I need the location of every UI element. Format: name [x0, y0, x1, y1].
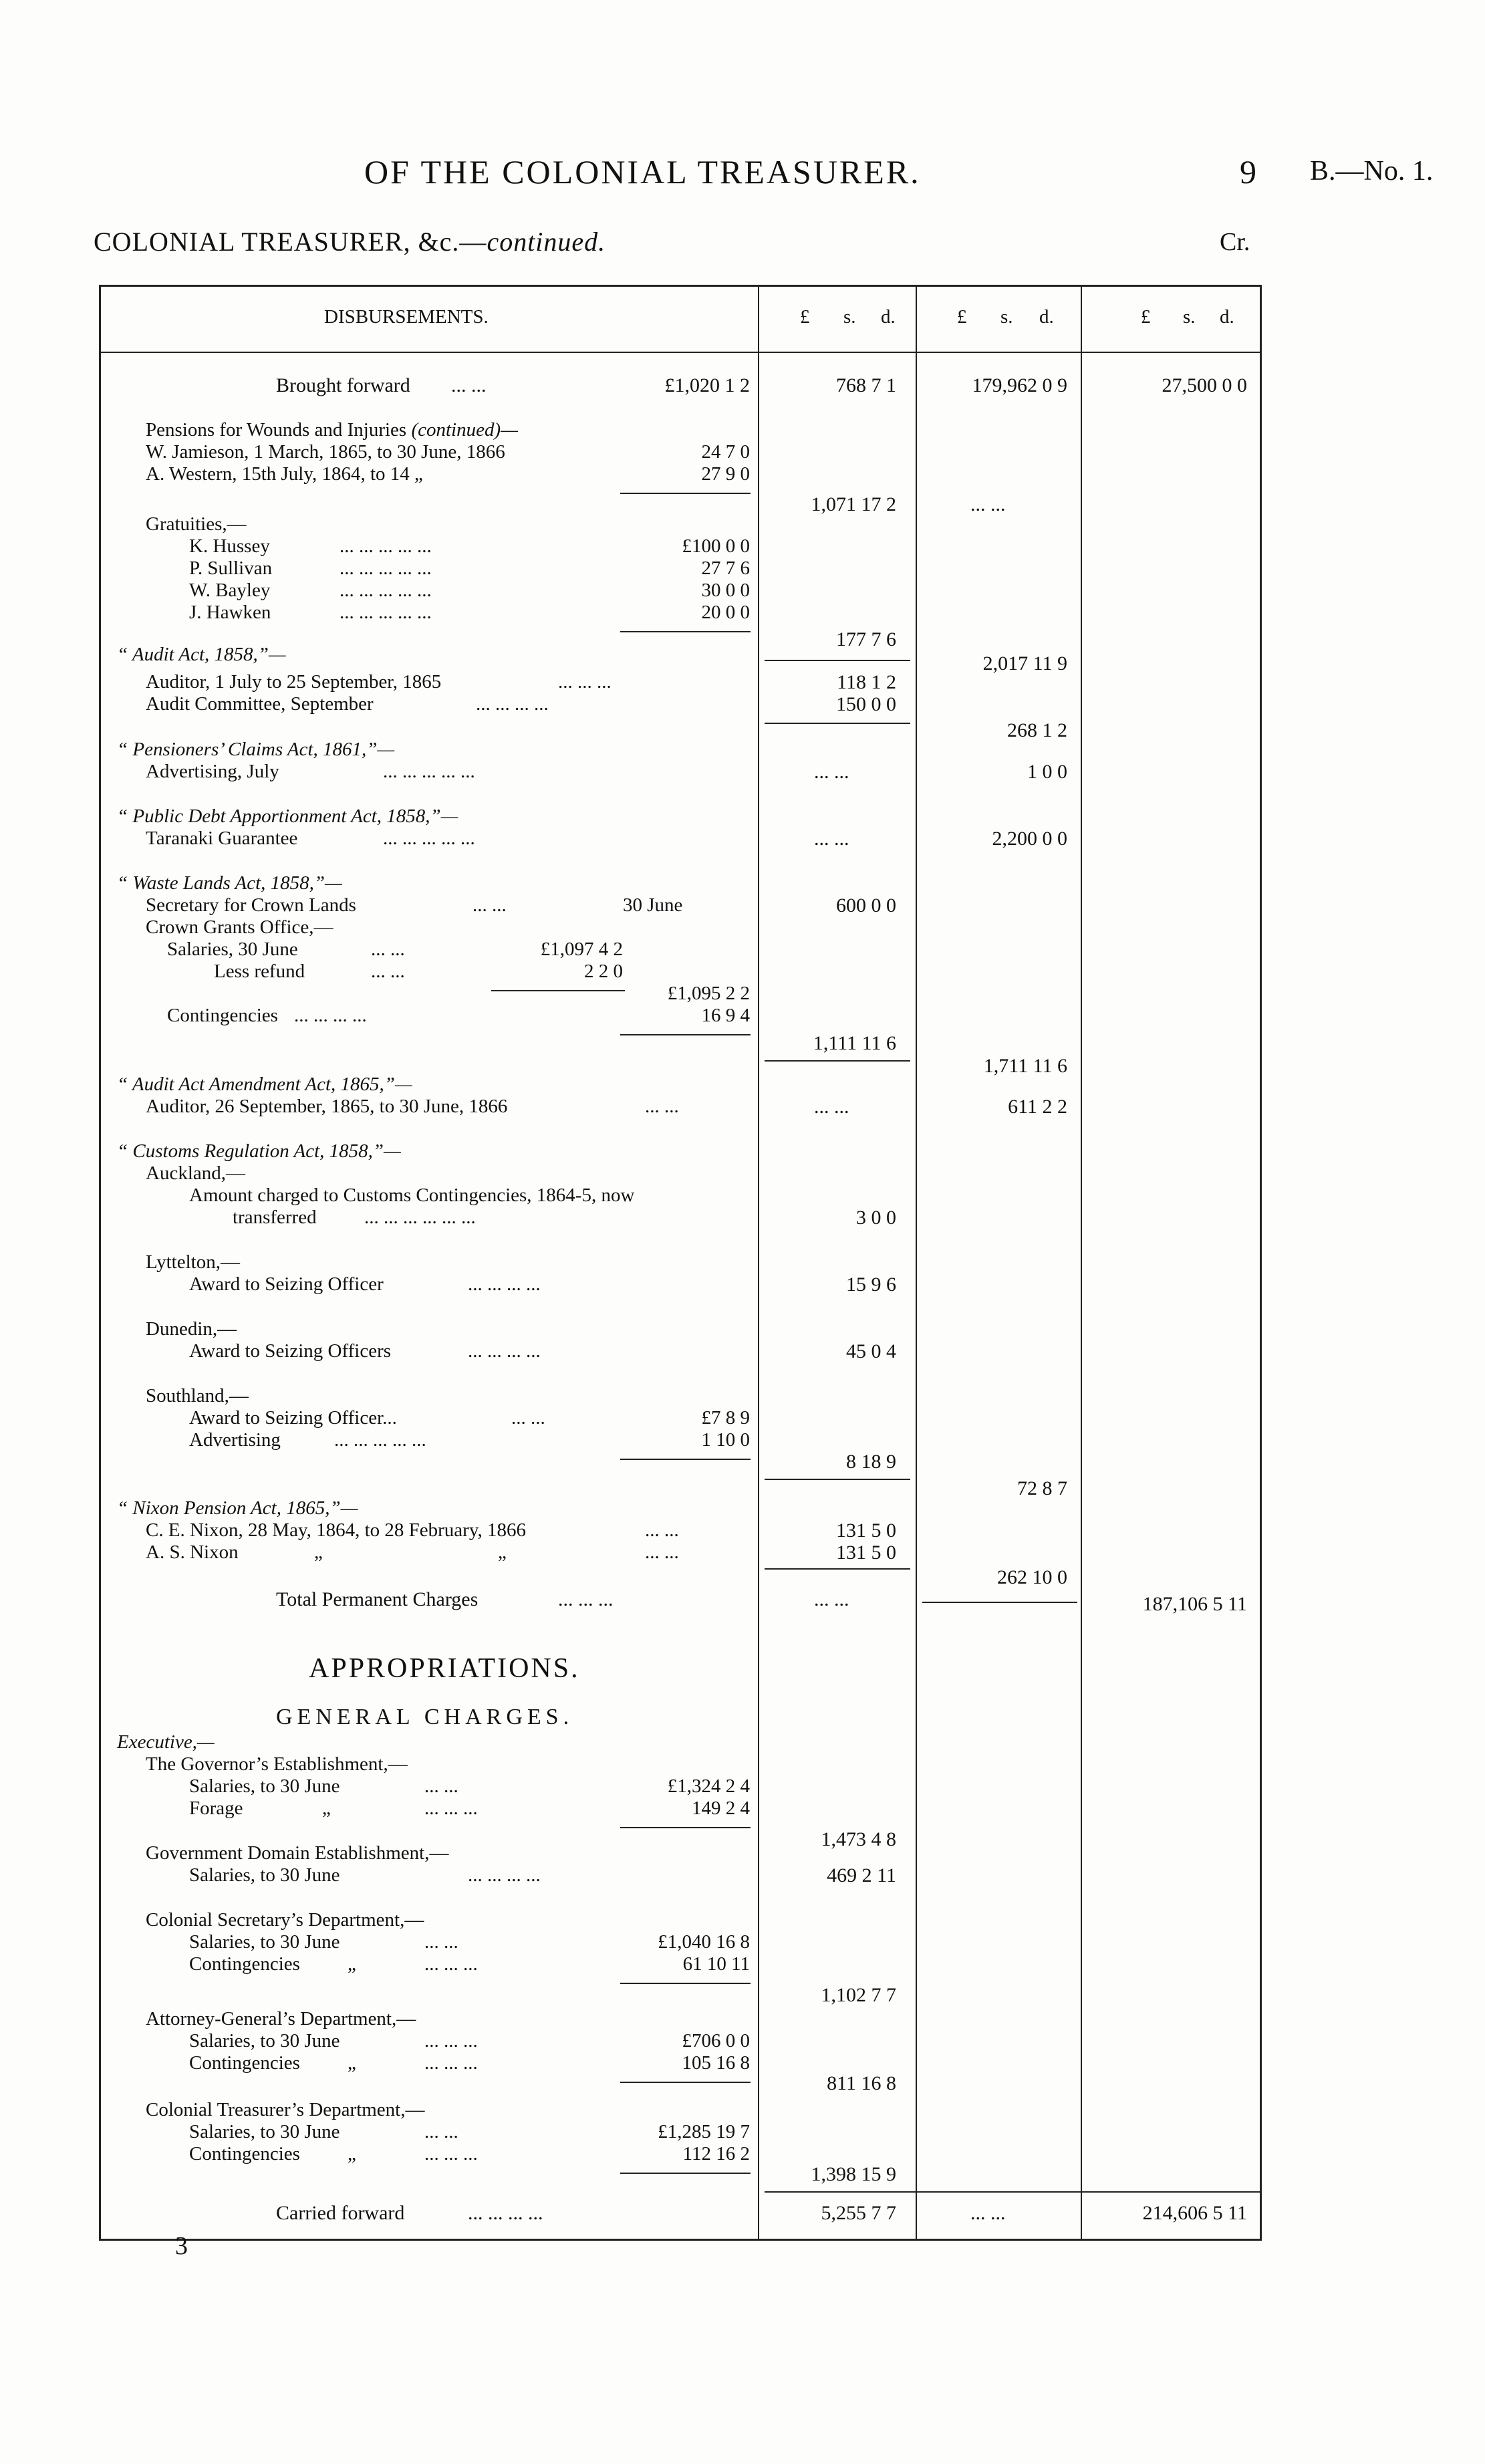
audit-col2-sub: 268 1 2	[1007, 719, 1067, 741]
leader-dots: ... ...	[371, 961, 405, 982]
lyttelton-heading: Lyttelton,—	[146, 1251, 240, 1273]
appropriations-heading: APPROPRIATIONS.	[309, 1653, 580, 1684]
carried-forward-rule	[765, 2191, 1260, 2193]
pensions-heading-cont: (continued)—	[411, 419, 518, 441]
public-debt-act-heading: “ Public Debt Apportionment Act, 1858,”—	[117, 806, 458, 827]
brought-forward-label: Brought forward	[276, 374, 410, 396]
award-southland-label: Award to Seizing Officer...	[189, 1407, 397, 1429]
as-nixon-col1: 131 5 0	[836, 1542, 896, 1564]
leader-dots: ... ... ...	[424, 2030, 478, 2052]
amount-charged-label: Amount charged to Customs Contingencies, 1864-5, now	[189, 1185, 635, 1206]
leader-dots: ... ... ...	[558, 1588, 614, 1610]
attorney-general-heading: Attorney-General’s Department,—	[146, 2008, 416, 2029]
ce-nixon-col1: 131 5 0	[836, 1519, 896, 1542]
col3-pounds: £	[1141, 306, 1151, 328]
waste-lands-col2: 1,711 11 6	[983, 1055, 1067, 1077]
audit-col2-total: 2,017 11 9	[982, 652, 1067, 674]
sum-rule	[620, 1983, 751, 1984]
leader-dots: ... ...	[511, 1407, 545, 1429]
as-nixon-label: A. S. Nixon	[146, 1542, 239, 1563]
total-permanent-col1: ... ...	[814, 1588, 849, 1610]
sullivan-amount: 27 7 6	[701, 558, 750, 579]
colonial-treasurer-heading: Colonial Treasurer’s Department,—	[146, 2099, 425, 2120]
sum-rule	[620, 631, 751, 632]
leader-dots: ... ... ... ...	[468, 2202, 543, 2224]
gratuities-heading: Gratuities,—	[146, 513, 247, 535]
hawken-label: J. Hawken	[189, 602, 271, 623]
crown-grants-heading: Crown Grants Office,—	[146, 916, 333, 938]
award-southland-amount: £7 8 9	[701, 1407, 750, 1429]
audit-committee-label: Audit Committee, September	[146, 693, 374, 715]
colonial-secretary-total: 1,102 7 7	[821, 1984, 896, 2006]
bayley-amount: 30 0 0	[701, 580, 750, 601]
pensions-total: 1,071 17 2	[811, 493, 896, 515]
ct-contingencies-label: Contingencies	[189, 2143, 300, 2165]
waste-lands-act-heading: “ Waste Lands Act, 1858,”—	[117, 872, 342, 894]
leader-dots: ... ...	[645, 1519, 679, 1541]
ct-salaries-amount: £1,285 19 7	[658, 2121, 750, 2142]
advertising-southland-label: Advertising	[189, 1429, 281, 1451]
crown-salaries-label: Salaries, 30 June	[167, 939, 298, 960]
auditor-col1: 118 1 2	[837, 671, 896, 693]
sum-rule	[765, 723, 910, 724]
cs-salaries-label: Salaries, to 30 June	[189, 1931, 340, 1953]
advertising-july-label: Advertising, July	[146, 761, 279, 782]
award-lyttelton-label: Award to Seizing Officer	[189, 1273, 384, 1295]
leader-dots: ... ... ...	[558, 671, 612, 693]
leader-dots: ... ... ... ...	[468, 1273, 541, 1295]
credit-side-label: Cr.	[1220, 228, 1250, 256]
western-label: A. Western, 15th July, 1864, to 14 „	[146, 463, 423, 485]
customs-act-heading: “ Customs Regulation Act, 1858,”—	[117, 1140, 401, 1162]
sum-rule	[620, 2082, 751, 2083]
leader-dots: ... ... ... ... ...	[334, 1429, 426, 1451]
pensioners-act-heading: “ Pensioners’ Claims Act, 1861,”—	[117, 739, 395, 760]
colonial-treasurer-total: 1,398 15 9	[811, 2163, 896, 2185]
leader-dots: ... ...	[472, 894, 507, 916]
total-permanent-label: Total Permanent Charges	[276, 1588, 479, 1610]
leader-dots: ... ... ... ... ...	[340, 535, 432, 557]
ditto-mark: „	[348, 2052, 356, 2074]
auckland-heading: Auckland,—	[146, 1162, 245, 1184]
col2-shillings: s.	[1000, 306, 1013, 328]
sum-rule	[765, 660, 910, 661]
dunedin-heading: Dunedin,—	[146, 1318, 237, 1340]
header-rule	[99, 352, 1260, 353]
paper-number: B.—No. 1.	[1310, 156, 1434, 187]
col1-shillings: s.	[843, 306, 856, 328]
leader-dots: ... ... ... ... ... ...	[364, 1207, 476, 1228]
sum-rule	[620, 493, 751, 494]
page-title: OF THE COLONIAL TREASURER.	[364, 153, 921, 191]
ag-salaries-amount: £706 0 0	[682, 2030, 750, 2052]
waste-lands-total: 1,111 11 6	[813, 1032, 896, 1054]
auditor-26sep-col2: 611 2 2	[1008, 1096, 1067, 1118]
net-salaries-amount: £1,095 2 2	[667, 983, 750, 1004]
sum-rule	[765, 1568, 910, 1570]
sum-rule	[765, 1060, 910, 1062]
sum-rule	[620, 2173, 751, 2174]
leader-dots: ... ... ...	[424, 1798, 478, 1819]
leader-dots: ... ...	[371, 939, 405, 960]
award-dunedin-label: Award to Seizing Officers	[189, 1340, 392, 1362]
customs-col2: 72 8 7	[1017, 1477, 1067, 1499]
carried-forward-label: Carried forward	[276, 2202, 405, 2224]
brought-forward-amount: £1,020 1 2	[664, 374, 750, 396]
leader-dots: ... ... ... ...	[476, 693, 549, 715]
subtitle-main: COLONIAL TREASURER, &c.—	[94, 227, 487, 257]
brought-forward-col1: 768 7 1	[836, 374, 896, 396]
ag-contingencies-label: Contingencies	[189, 2052, 300, 2074]
transferred-col1: 3 0 0	[856, 1207, 896, 1229]
sum-rule	[765, 1479, 910, 1480]
leader-dots: ... ...	[424, 2121, 458, 2142]
col-head-disbursements: DISBURSEMENTS.	[324, 306, 489, 328]
ct-contingencies-amount: 112 16 2	[682, 2143, 750, 2165]
ditto-mark: „	[314, 1542, 323, 1563]
secretary-crown-lands-label: Secretary for Crown Lands	[146, 894, 356, 916]
leader-dots: ... ... ... ... ...	[340, 558, 432, 579]
domain-salaries-col1: 469 2 11	[827, 1864, 896, 1886]
general-charges-heading: GENERAL CHARGES.	[276, 1705, 574, 1729]
col1-pounds: £	[800, 306, 810, 328]
less-refund-amount: 2 2 0	[584, 961, 623, 982]
gov-forage-label: Forage	[189, 1798, 243, 1819]
col2-pence: d.	[1039, 306, 1054, 328]
hawken-amount: 20 0 0	[701, 602, 750, 623]
leader-dots: ... ... ... ...	[468, 1864, 541, 1886]
secretary-crown-lands-date: 30 June	[623, 894, 683, 916]
jamieson-amount: 24 7 0	[701, 441, 750, 463]
domain-heading: Government Domain Establishment,—	[146, 1842, 449, 1864]
nixon-col2: 262 10 0	[997, 1566, 1067, 1588]
carried-forward-col2: ... ...	[970, 2202, 1006, 2224]
col2-pounds: £	[957, 306, 967, 328]
sum-rule	[922, 1602, 1077, 1603]
less-refund-label: Less refund	[214, 961, 305, 982]
attorney-general-total: 811 16 8	[827, 2072, 896, 2094]
gov-salaries-label: Salaries, to 30 June	[189, 1775, 340, 1797]
southland-heading: Southland,—	[146, 1385, 249, 1406]
column-divider-1	[758, 285, 759, 2239]
audit-amendment-heading: “ Audit Act Amendment Act, 1865,”—	[117, 1074, 412, 1095]
sum-rule	[620, 1034, 751, 1035]
governor-heading: The Governor’s Establishment,—	[146, 1753, 408, 1775]
governor-total: 1,473 4 8	[821, 1828, 896, 1850]
bayley-label: W. Bayley	[189, 580, 271, 601]
ditto-mark: „	[348, 1953, 356, 1975]
leader-dots: ... ... ... ... ...	[340, 580, 432, 601]
col3-shillings: s.	[1183, 306, 1196, 328]
executive-heading: Executive,—	[117, 1731, 215, 1753]
leader-dots: ... ... ...	[424, 2052, 478, 2074]
ditto-mark: „	[322, 1798, 331, 1819]
hussey-amount: £100 0 0	[682, 535, 750, 557]
leader-dots: ... ... ...	[424, 2143, 478, 2165]
hussey-label: K. Hussey	[189, 535, 270, 557]
nixon-act-heading: “ Nixon Pension Act, 1865,”—	[117, 1497, 358, 1519]
leader-dots: ... ...	[645, 1542, 679, 1563]
subtitle-continued: continued.	[487, 227, 606, 257]
page-subtitle	[94, 226, 605, 257]
signature-number: 3	[175, 2232, 188, 2260]
taranaki-label: Taranaki Guarantee	[146, 828, 298, 849]
award-dunedin-col1: 45 0 4	[846, 1340, 896, 1362]
secretary-crown-lands-col1: 600 0 0	[836, 894, 896, 916]
advertising-southland-amount: 1 10 0	[701, 1429, 750, 1451]
col1-pence: d.	[881, 306, 896, 328]
leader-dots: ... ... ...	[424, 1953, 478, 1975]
auditor-26sep-label: Auditor, 26 September, 1865, to 30 June, 1866	[146, 1096, 508, 1117]
pensions-heading-text: Pensions for Wounds and Injuries	[146, 419, 407, 441]
carried-forward-col1: 5,255 7 7	[821, 2202, 896, 2224]
taranaki-col1: ... ...	[814, 828, 849, 850]
leader-dots: ... ...	[424, 1931, 458, 1953]
contingencies-label: Contingencies	[167, 1005, 278, 1026]
ct-salaries-label: Salaries, to 30 June	[189, 2121, 340, 2142]
ag-contingencies-amount: 105 16 8	[682, 2052, 750, 2074]
advertising-col2: 1 0 0	[1027, 761, 1067, 783]
transferred-label: transferred	[233, 1207, 317, 1228]
gov-forage-amount: 149 2 4	[692, 1798, 750, 1819]
jamieson-label: W. Jamieson, 1 March, 1865, to 30 June, 1866	[146, 441, 505, 463]
leader-dots: ... ...	[451, 374, 487, 396]
sum-rule	[491, 990, 625, 991]
carried-forward-col3: 214,606 5 11	[1142, 2202, 1247, 2224]
cs-contingencies-amount: 61 10 11	[682, 1953, 750, 1975]
domain-salaries-label: Salaries, to 30 June	[189, 1864, 340, 1886]
pensions-heading	[146, 419, 518, 441]
col3-pence: d.	[1220, 306, 1234, 328]
total-permanent-col3: 187,106 5 11	[1142, 1593, 1247, 1615]
sum-rule	[620, 1459, 751, 1460]
southland-total: 8 18 9	[846, 1451, 896, 1473]
sum-rule	[620, 1827, 751, 1828]
ditto-mark: „	[498, 1542, 507, 1563]
western-amount: 27 9 0	[701, 463, 750, 485]
leader-dots: ... ... ... ... ...	[340, 602, 432, 623]
column-divider-3	[1081, 285, 1082, 2239]
colonial-secretary-heading: Colonial Secretary’s Department,—	[146, 1909, 424, 1931]
award-lyttelton-col1: 15 9 6	[846, 1273, 896, 1296]
contingencies-amount: 16 9 4	[701, 1005, 750, 1026]
audit-act-heading: “ Audit Act, 1858,”—	[117, 644, 286, 665]
leader-dots: ... ... ... ... ...	[383, 828, 475, 849]
crown-salaries-amount: £1,097 4 2	[540, 939, 623, 960]
cs-salaries-amount: £1,040 16 8	[658, 1931, 750, 1953]
brought-forward-col2: 179,962 0 9	[972, 374, 1067, 396]
leader-dots: ... ... ... ...	[468, 1340, 541, 1362]
auditor-label: Auditor, 1 July to 25 September, 1865	[146, 671, 442, 693]
ditto-mark: „	[348, 2143, 356, 2165]
auditor-26sep-col1: ... ...	[814, 1096, 849, 1118]
audit-committee-col1: 150 0 0	[836, 693, 896, 715]
cs-contingencies-label: Contingencies	[189, 1953, 300, 1975]
ag-salaries-label: Salaries, to 30 June	[189, 2030, 340, 2052]
leader-dots: ... ...	[645, 1096, 679, 1117]
advertising-col1: ... ...	[814, 761, 849, 783]
gratuities-total: 177 7 6	[836, 628, 896, 650]
leader-dots: ... ...	[424, 1775, 458, 1797]
leader-dots: ... ... ... ...	[294, 1005, 367, 1026]
ce-nixon-label: C. E. Nixon, 28 May, 1864, to 28 February, 1866	[146, 1519, 526, 1541]
sullivan-label: P. Sullivan	[189, 558, 273, 579]
gov-salaries-amount: £1,324 2 4	[667, 1775, 750, 1797]
column-divider-2	[916, 285, 917, 2239]
page-number: 9	[1240, 153, 1256, 191]
leader-dots: ... ... ... ... ...	[383, 761, 475, 782]
pensions-col2-empty: ... ...	[970, 493, 1006, 515]
taranaki-col2: 2,200 0 0	[992, 828, 1067, 850]
brought-forward-col3: 27,500 0 0	[1162, 374, 1247, 396]
